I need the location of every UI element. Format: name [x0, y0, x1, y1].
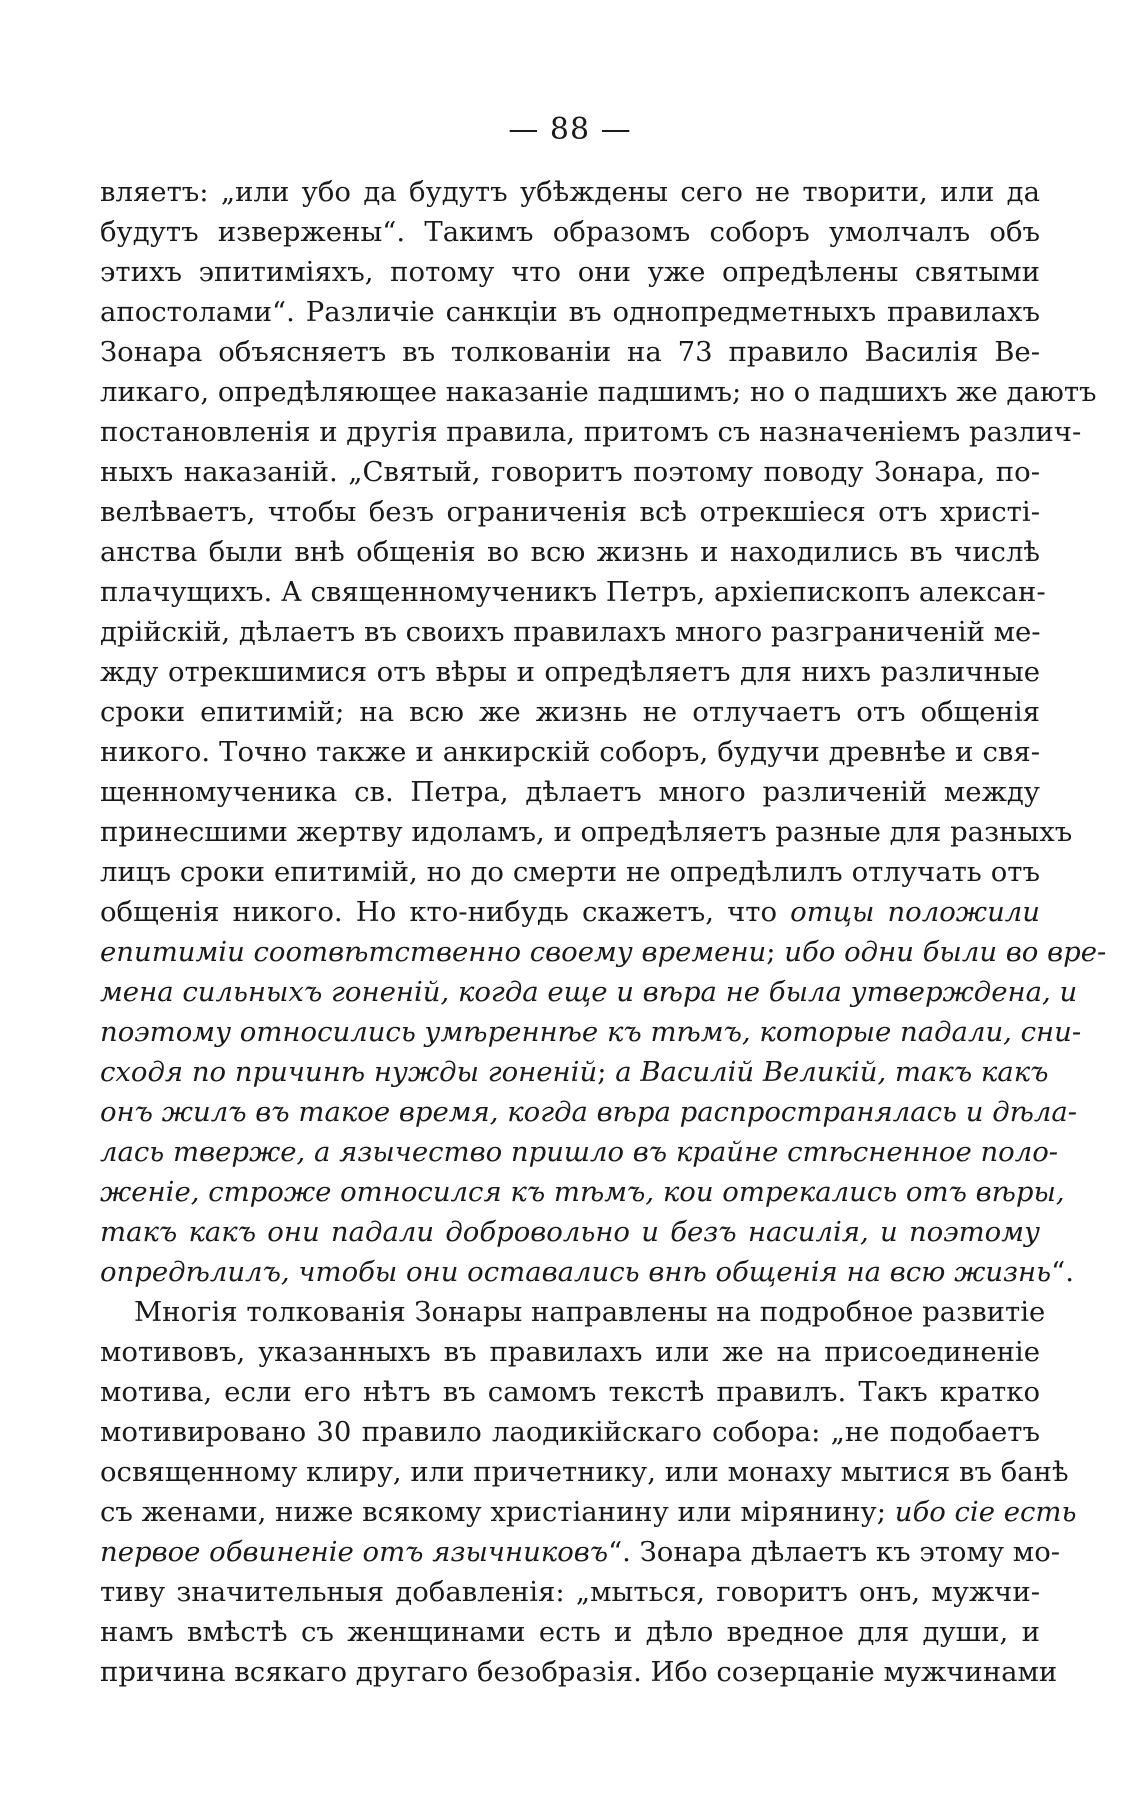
text-run: освященному клиру, или причетнику, или монаху мытися въ банѣ	[100, 1456, 1069, 1488]
text-line	[100, 1052, 1049, 1092]
text-line	[100, 572, 1046, 612]
italic-text: онъ жилъ въ такое время, когда вѣра распространялась и дѣла-	[100, 1096, 1078, 1128]
text-line	[100, 492, 1040, 532]
text-line	[100, 972, 1078, 1012]
text-run: анства были внѣ общенія во всю жизнь и находились въ числѣ	[100, 536, 1040, 568]
text-run: плачущихъ. А священномученикъ Петръ, архіепископъ алексан-	[100, 576, 1046, 608]
italic-text: ибо сіе есть	[894, 1496, 1077, 1528]
text-line	[100, 692, 1040, 732]
text-line	[100, 1132, 1059, 1172]
text-run: Зонара объясняетъ въ толкованіи на 73 правило Василія Ве-	[100, 336, 1040, 368]
text-run: ;	[597, 1056, 616, 1088]
page-number: — 88 —	[508, 112, 632, 147]
text-line	[100, 732, 1040, 772]
text-run: “.	[1051, 1256, 1074, 1288]
text-run: ликаго, опредѣляющее наказаніе падшимъ; но о падшихъ же даютъ	[100, 376, 1097, 408]
text-run: апостолами“. Различіе санкціи въ однопредметныхъ правилахъ	[100, 296, 1040, 328]
text-run: будутъ извержены“. Такимъ образомъ соборъ умолчалъ объ	[100, 216, 1040, 248]
italic-text: сходя по причинѣ нужды гоненій	[100, 1056, 598, 1088]
text-run: тиву значительныя добавленія: „мыться, говоритъ онъ, мужчи-	[100, 1576, 1040, 1608]
text-run: жду отрекшимися отъ вѣры и опредѣляетъ для нихъ различные	[100, 656, 1040, 688]
text-line	[100, 892, 1040, 932]
text-run: съ женами, ниже всякому христіанину или мірянину;	[100, 1496, 895, 1528]
italic-text: поэтому относились умѣреннѣе къ тѣмъ, которые падали, сни-	[100, 1016, 1082, 1048]
italic-text: женіе, строже относился къ тѣмъ, кои отрекались отъ вѣры,	[100, 1176, 1065, 1208]
text-run: ;	[766, 936, 785, 968]
text-line	[100, 772, 1040, 812]
text-line	[100, 412, 1082, 452]
text-line	[100, 652, 1040, 692]
text-run: дрійскій, дѣлаетъ въ своихъ правилахъ много разграниченій ме-	[100, 616, 1041, 648]
text-run: принесшими жертву идоламъ, и опредѣляетъ разные для разныхъ	[100, 816, 1073, 848]
text-line	[100, 532, 1040, 572]
italic-text: ибо одни были во вре-	[784, 936, 1107, 968]
italic-text: такъ какъ они падали добровольно и безъ насилія, и поэтому	[100, 1216, 1040, 1248]
text-line	[100, 172, 1040, 212]
text-line	[100, 812, 1073, 852]
text-line	[100, 1372, 1040, 1412]
text-line	[100, 1412, 1040, 1452]
text-run: “. Зонара дѣлаетъ къ этому мо-	[608, 1536, 1061, 1568]
text-run: мотива, если его нѣтъ въ самомъ текстѣ правилъ. Такъ кратко	[100, 1376, 1040, 1408]
text-run: общенія никого. Но кто-нибудь скажетъ, что	[100, 896, 791, 928]
italic-text: отцы положили	[790, 896, 1040, 928]
text-line	[100, 612, 1040, 652]
text-line	[100, 1252, 1074, 1292]
text-run: намъ вмѣстѣ съ женщинами есть и дѣло вредное для души, и	[100, 1616, 1040, 1648]
text-line	[100, 372, 1097, 412]
text-line	[100, 292, 1040, 332]
text-line	[100, 1092, 1078, 1132]
text-run: вляетъ: „или убо да будутъ убѣждены сего не творити, или да	[100, 176, 1040, 208]
text-run: постановленія и другія правила, притомъ съ назначеніемъ различ-	[100, 416, 1082, 448]
text-line	[100, 452, 1040, 492]
italic-text: лась тверже, а язычество пришло въ крайне стѣсненное поло-	[100, 1136, 1059, 1168]
text-run: мотивовъ, указанныхъ въ правилахъ или же на присоединеніе	[100, 1336, 1040, 1368]
text-line	[100, 1452, 1069, 1492]
text-line	[100, 1652, 1058, 1692]
text-run: сроки епитимій; на всю же жизнь не отлучаетъ отъ общенія	[100, 696, 1040, 728]
text-line	[100, 212, 1040, 252]
text-line	[100, 252, 1040, 292]
text-run: ныхъ наказаній. „Святый, говоритъ поэтому поводу Зонара, по-	[100, 456, 1040, 488]
text-run: велѣваетъ, чтобы безъ ограниченія всѣ отрекшіеся отъ христі-	[100, 496, 1040, 528]
text-line	[100, 1492, 1077, 1532]
text-line	[100, 1532, 1061, 1572]
text-line	[100, 852, 1040, 892]
text-run: щенномученика св. Петра, дѣлаетъ много различеній между	[100, 776, 1040, 808]
body-text	[100, 172, 1107, 1692]
text-line	[100, 1612, 1040, 1652]
text-line	[100, 932, 1107, 972]
italic-text: опредѣлилъ, чтобы они оставались внѣ общенія на всю жизнь	[100, 1256, 1052, 1288]
italic-text: епитиміи соотвѣтственно своему времени	[100, 936, 767, 968]
italic-text: а Василій Великій, такъ какъ	[615, 1056, 1049, 1088]
text-run: мотивировано 30 правило лаодикійскаго собора: „не подобаетъ	[100, 1416, 1040, 1448]
text-run: причина всякаго другаго безобразія. Ибо созерцаніе мужчинами	[100, 1656, 1058, 1688]
text-line	[100, 1172, 1065, 1212]
italic-text: первое обвиненіе отъ язычниковъ	[100, 1536, 609, 1568]
text-run: никого. Точно также и анкирскій соборъ, будучи древнѣе и свя-	[100, 736, 1040, 768]
italic-text: мена сильныхъ гоненій, когда еще и вѣра не была утверждена, и	[100, 976, 1078, 1008]
text-run: Многія толкованія Зонары направлены на подробное развитіе	[134, 1296, 1046, 1328]
text-line	[100, 1292, 1046, 1332]
text-line	[100, 1212, 1040, 1252]
text-line	[100, 1332, 1040, 1372]
text-line	[100, 1572, 1040, 1612]
text-run: этихъ эпитиміяхъ, потому что они уже опредѣлены святыми	[100, 256, 1040, 288]
text-run: лицъ сроки епитимій, но до смерти не опредѣлилъ отлучать отъ	[100, 856, 1040, 888]
text-line	[100, 1012, 1082, 1052]
text-line	[100, 332, 1040, 372]
